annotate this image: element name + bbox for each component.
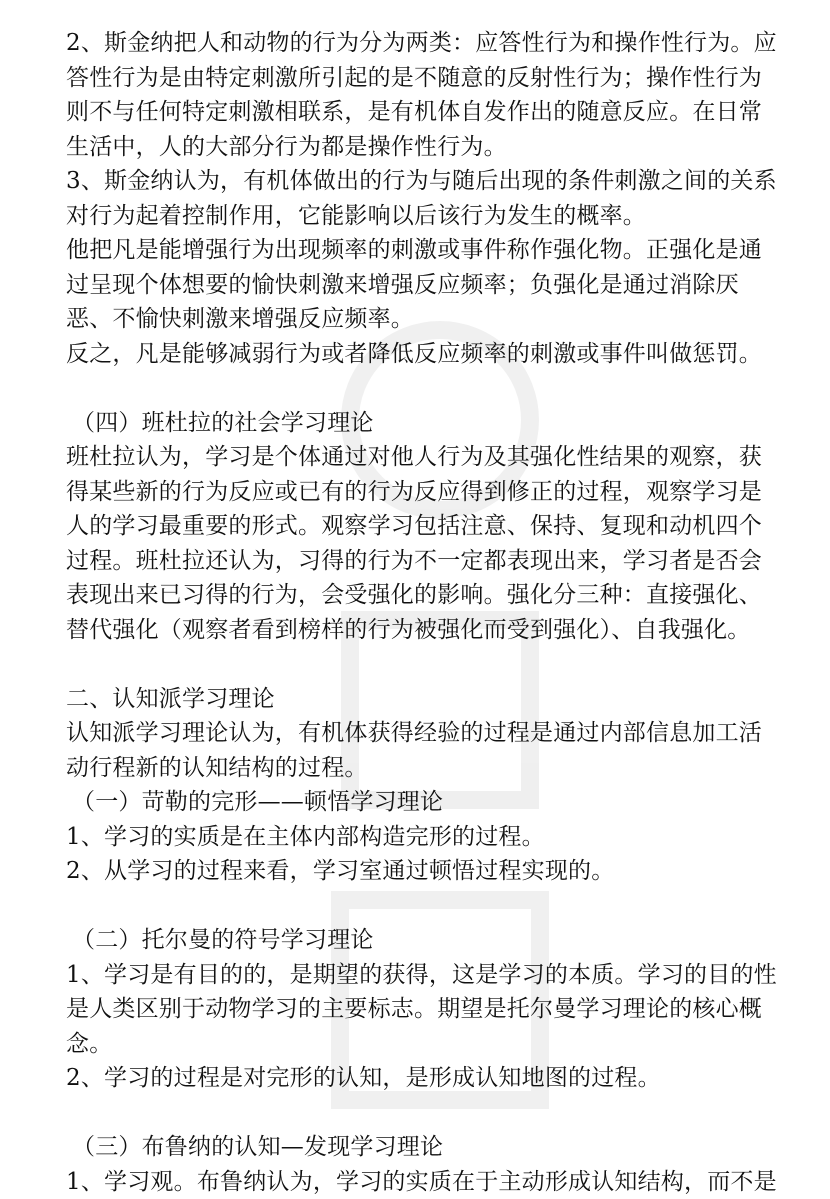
text-line: 动行程新的认知结构的过程。 [66,751,766,786]
text-line: 过呈现个体想要的愉快刺激来增强反应频率；负强化是通过消除厌 [66,268,766,303]
document-body [66,26,766,1199]
text-line: 替代强化（观察者看到榜样的行为被强化而受到强化）、自我强化。 [66,613,766,648]
text-line: 是人类区别于动物学习的主要标志。期望是托尔曼学习理论的核心概 [66,992,766,1027]
text-line: 念。 [66,1027,766,1062]
text-line: 答性行为是由特定刺激所引起的是不随意的反射性行为；操作性行为 [66,61,766,96]
section-heading: （一）苛勒的完形——顿悟学习理论 [66,785,766,820]
chapter-heading: 二、认知派学习理论 [66,682,766,717]
text-line: 1、学习是有目的的，是期望的获得，这是学习的本质。学习的目的性 [66,958,766,993]
text-line: 表现出来已习得的行为，会受强化的影响。强化分三种：直接强化、 [66,578,766,613]
text-line: 反之，凡是能够减弱行为或者降低反应频率的刺激或事件叫做惩罚。 [66,337,766,372]
text-line: 3、斯金纳认为，有机体做出的行为与随后出现的条件刺激之间的关系 [66,164,766,199]
blank-line [66,889,766,924]
section-heading: （三）布鲁纳的认知—发现学习理论 [66,1130,766,1165]
section-heading: （四）班杜拉的社会学习理论 [66,406,766,441]
blank-line [66,1096,766,1131]
text-line: 对行为起着控制作用，它能影响以后该行为发生的概率。 [66,199,766,234]
text-line: 则不与任何特定刺激相联系，是有机体自发作出的随意反应。在日常 [66,95,766,130]
text-line: 1、学习观。布鲁纳认为，学习的实质在于主动形成认知结构，而不是 [66,1165,766,1199]
text-line: 2、从学习的过程来看，学习室通过顿悟过程实现的。 [66,854,766,889]
text-line: 2、学习的过程是对完形的认知，是形成认知地图的过程。 [66,1061,766,1096]
text-line: 班杜拉认为，学习是个体通过对他人行为及其强化性结果的观察，获 [66,440,766,475]
text-line: 人的学习最重要的形式。观察学习包括注意、保持、复现和动机四个 [66,509,766,544]
section-heading: （二）托尔曼的符号学习理论 [66,923,766,958]
text-line: 1、学习的实质是在主体内部构造完形的过程。 [66,820,766,855]
text-line: 过程。班杜拉还认为，习得的行为不一定都表现出来，学习者是否会 [66,544,766,579]
blank-line [66,647,766,682]
text-line: 认知派学习理论认为，有机体获得经验的过程是通过内部信息加工活 [66,716,766,751]
text-line: 得某些新的行为反应或已有的行为反应得到修正的过程，观察学习是 [66,475,766,510]
text-line: 恶、不愉快刺激来增强反应频率。 [66,302,766,337]
text-line: 生活中，人的大部分行为都是操作性行为。 [66,130,766,165]
blank-line [66,371,766,406]
text-line: 2、斯金纳把人和动物的行为分为两类：应答性行为和操作性行为。应 [66,26,766,61]
text-line: 他把凡是能增强行为出现频率的刺激或事件称作强化物。正强化是通 [66,233,766,268]
